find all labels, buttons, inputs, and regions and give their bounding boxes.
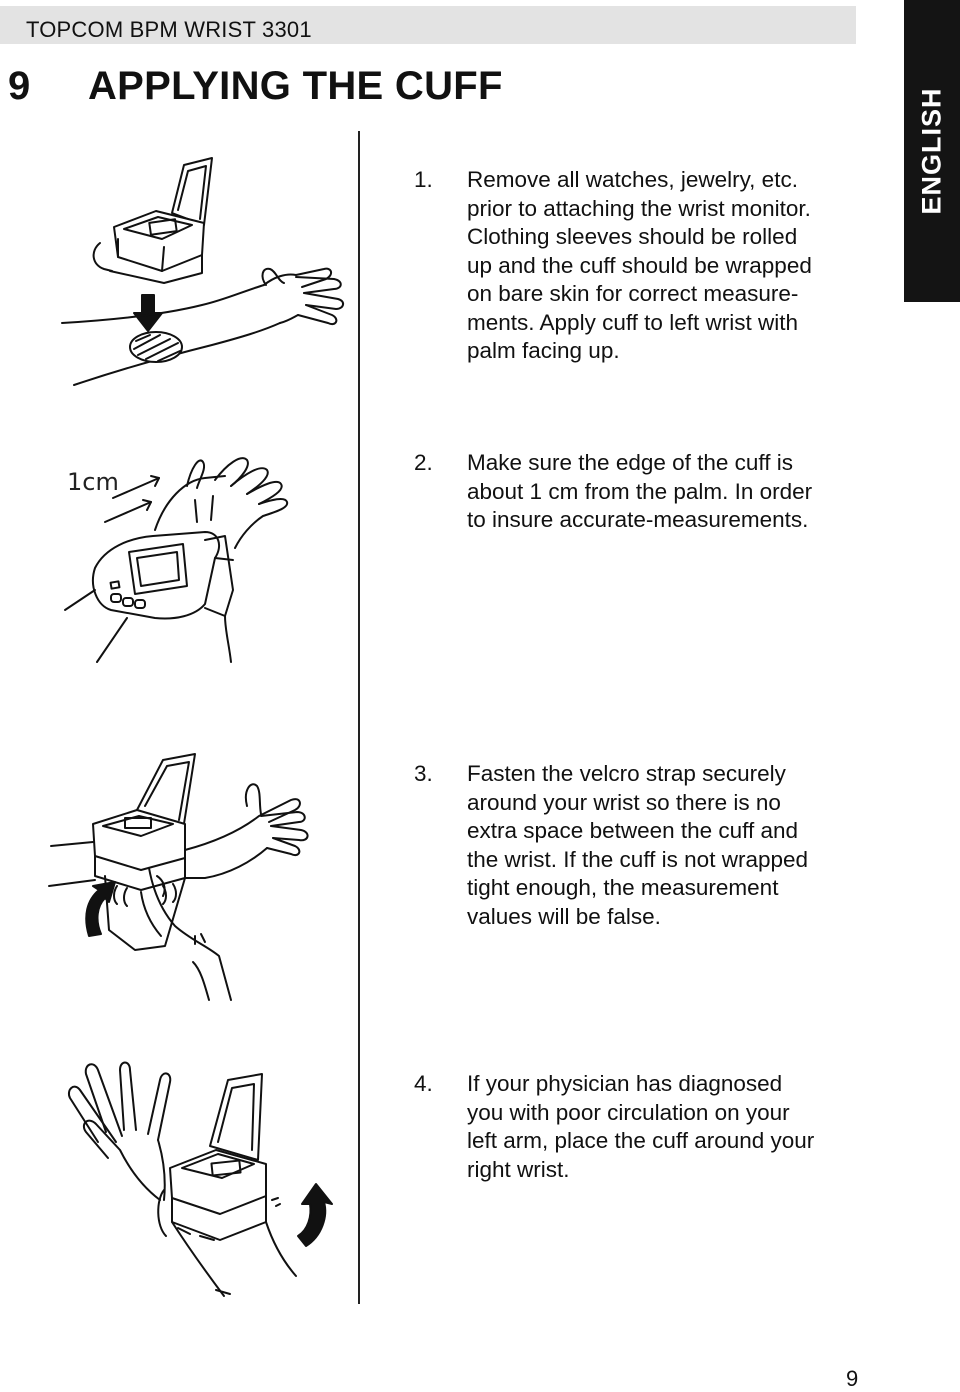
language-tab (904, 0, 960, 302)
section-title: APPLYING THE CUFF (88, 64, 503, 108)
step-number: 4. (414, 1071, 433, 1096)
step-text: Make sure the edge of the cuff is about 1 cm from the palm. In order to insure accurate-measurements. (467, 450, 813, 532)
step-1 (414, 166, 854, 366)
step4-illustration (40, 1050, 350, 1300)
step-3 (414, 760, 854, 931)
column-divider (358, 131, 360, 1304)
header-bar (0, 6, 856, 44)
step-number: 2. (414, 450, 433, 475)
step-number: 3. (414, 761, 433, 786)
section-heading (8, 64, 503, 109)
step-number: 1. (414, 167, 433, 192)
step-text: If your physician has diagnosed you with poor circulation on your left arm, place the cuff around your right wrist. (467, 1071, 815, 1182)
page-number: 9 (846, 1366, 859, 1391)
step-4 (414, 1070, 854, 1184)
step1-illustration (52, 155, 352, 390)
measurement-label: 1cm (67, 468, 119, 496)
section-number: 9 (8, 64, 31, 108)
step2-illustration (55, 440, 325, 665)
step-text: Remove all watches, jewelry, etc. prior to attaching the wrist monitor. Clothing sleeves should be rolled up and the cuff should be wrapped on bare skin for correct measure- ments. Apply cuff to left wrist with palm facing up. (467, 167, 812, 363)
step3-illustration (45, 750, 345, 1010)
step-text: Fasten the velcro strap securely around your wrist so there is no extra space between the cuff and the wrist. If the cuff is not wrapped tight enough, the measurement values will be false. (467, 761, 809, 929)
step-2 (414, 449, 854, 535)
language-tab-label: ENGLISH (916, 87, 947, 215)
document-title: TOPCOM BPM WRIST 3301 (26, 17, 312, 42)
